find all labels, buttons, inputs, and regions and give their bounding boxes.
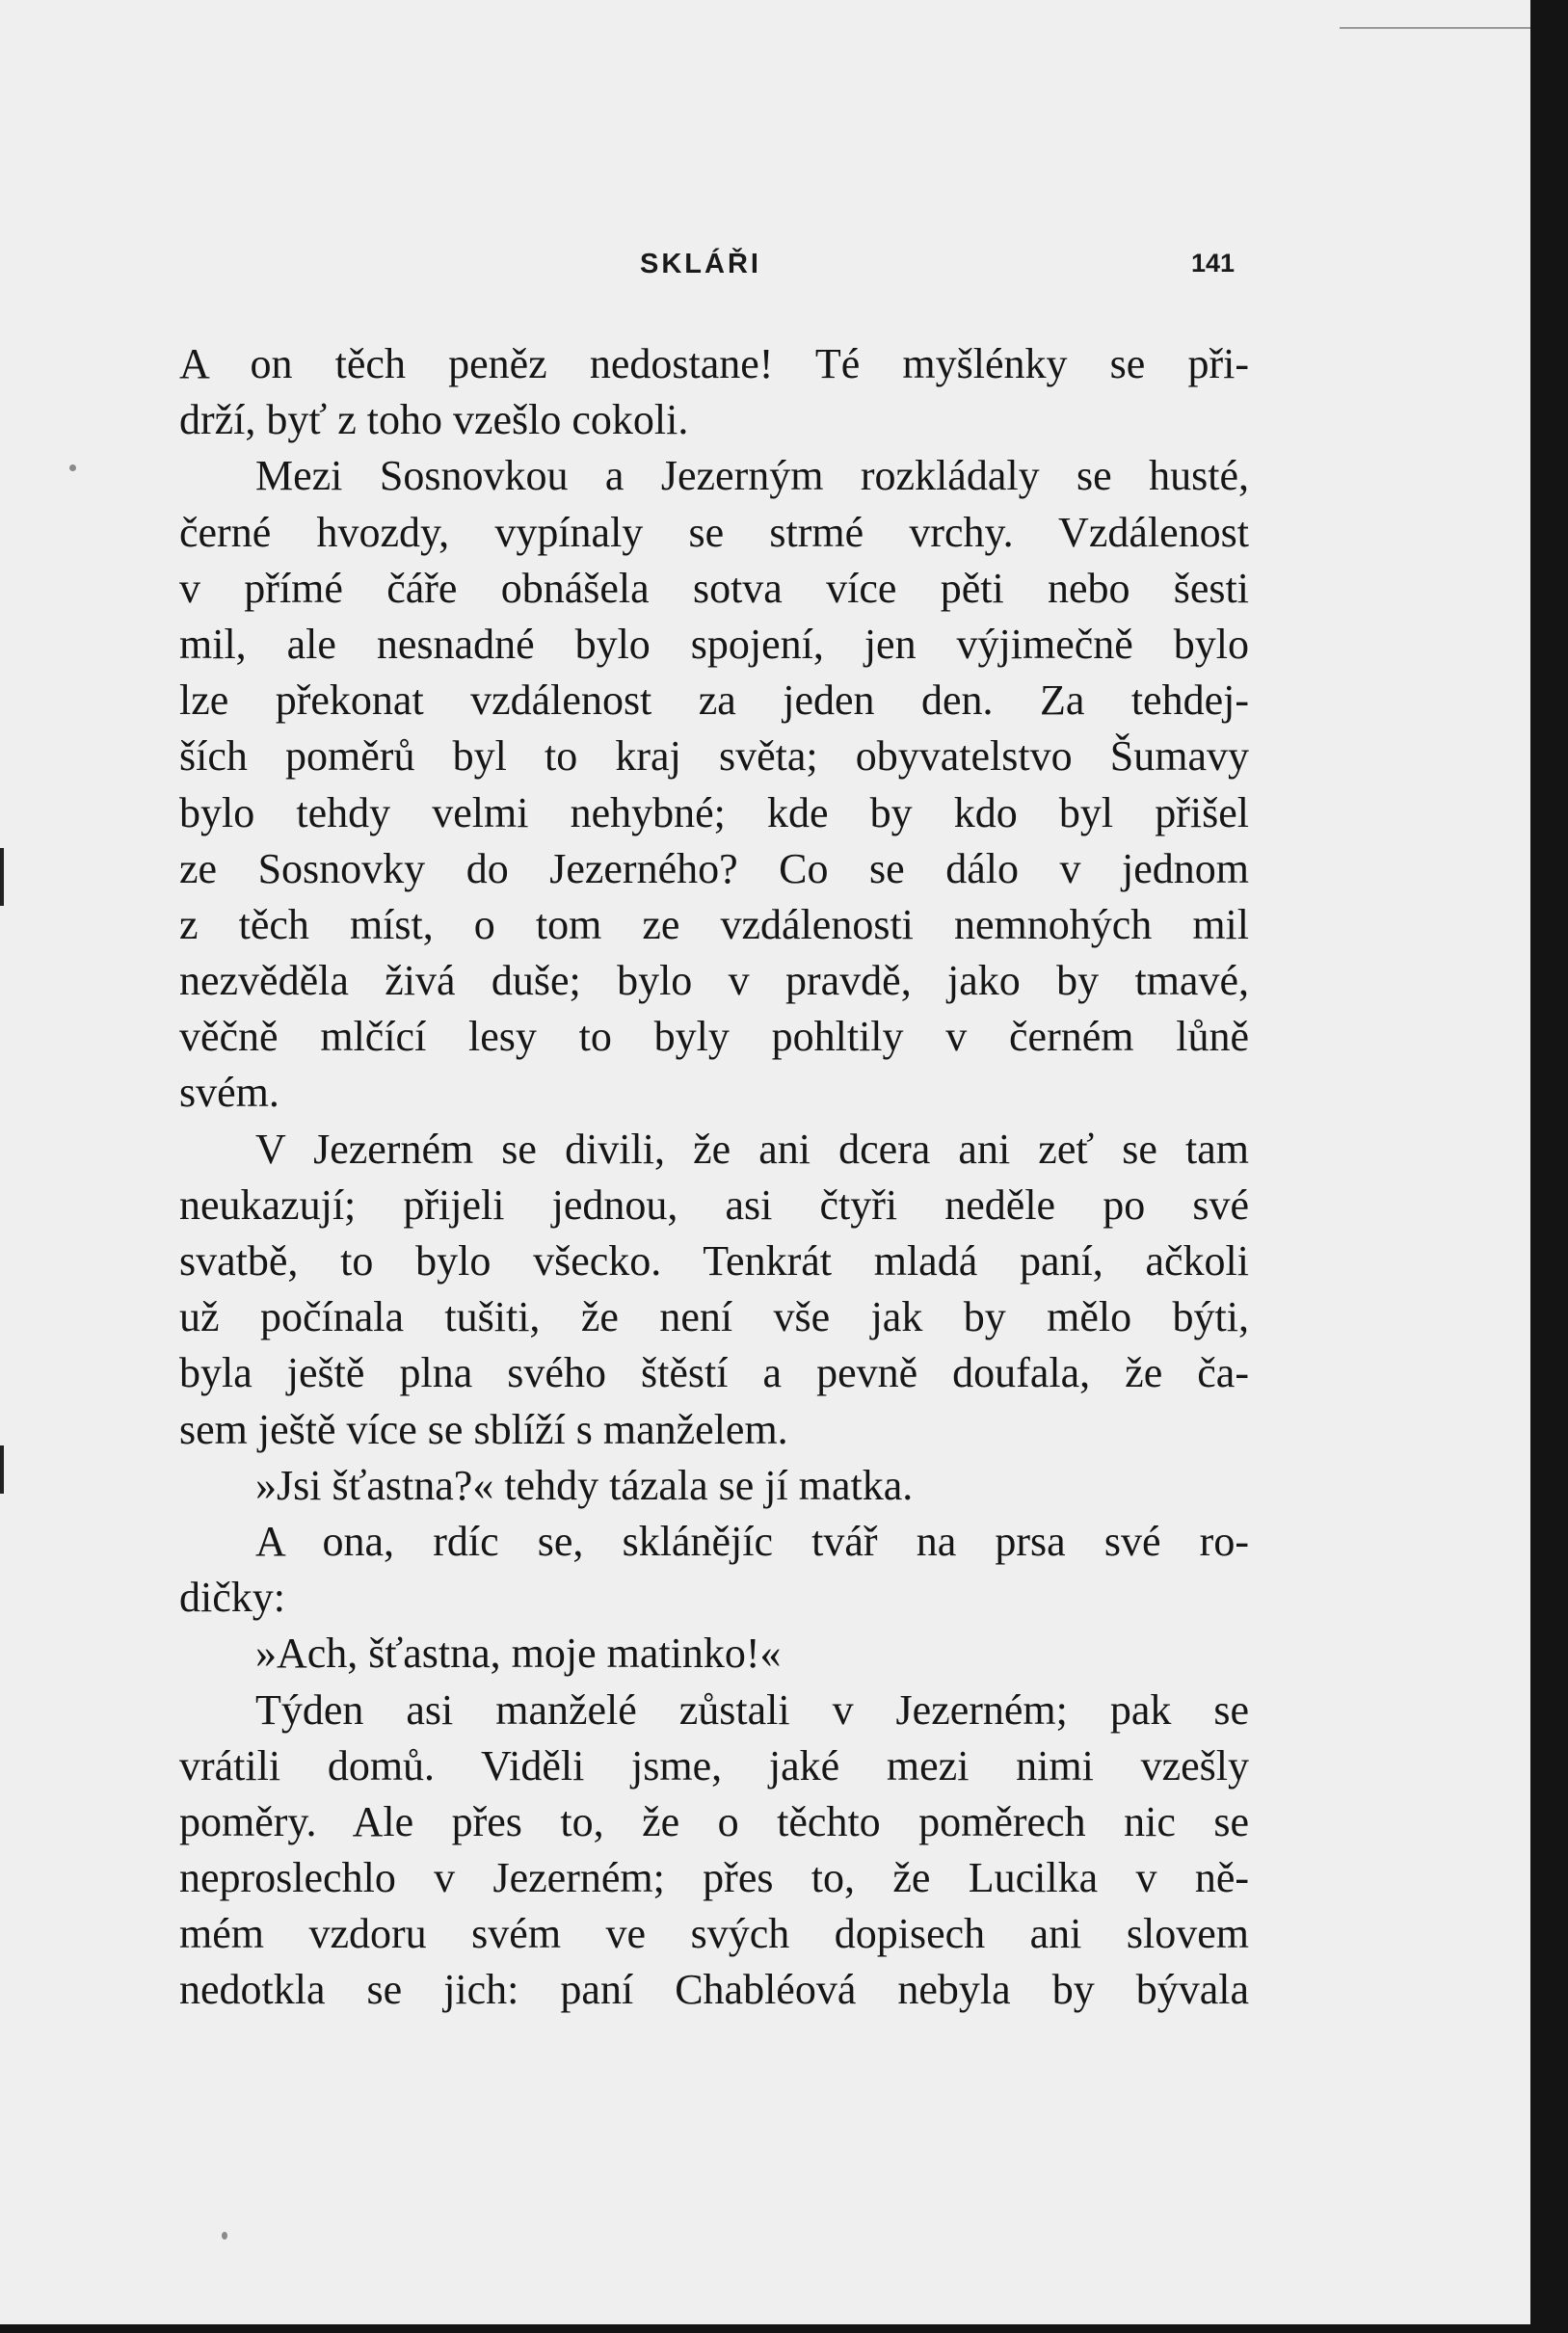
body-text (179, 336, 1249, 2019)
page-number: 141 (1191, 249, 1236, 278)
scan-speck (222, 2232, 227, 2240)
text-line: z těch míst, o tom ze vzdálenosti nemnohých mil (179, 900, 1249, 948)
page-header (0, 249, 1530, 287)
scan-edge-mark (0, 1445, 4, 1494)
text-line: věčně mlčící lesy to byly pohltily v černém lůně (179, 1013, 1249, 1061)
text-line: mil, ale nesnadné bylo spojení, jen výjimečně bylo (179, 620, 1249, 668)
text-line: ze Sosnovky do Jezerného? Co se dálo v jednom (179, 844, 1249, 892)
text-line: Mezi Sosnovkou a Jezerným rozkládaly se husté, (255, 452, 1249, 500)
text-line: V Jezerném se divili, že ani dcera ani zeť se tam (255, 1125, 1249, 1173)
text-line: sem ještě více se sblíží s manželem. (179, 1405, 788, 1453)
text-line: černé hvozdy, vypínaly se strmé vrchy. Vzdálenost (179, 508, 1249, 556)
text-line: mém vzdoru svém ve svých dopisech ani slovem (179, 1910, 1249, 1958)
text-line: byla ještě plna svého štěstí a pevně doufala, že ča- (179, 1349, 1249, 1397)
text-line: svatbě, to bylo všecko. Tenkrát mladá paní, ačkoli (179, 1237, 1249, 1285)
running-title: SKLÁŘI (640, 249, 761, 279)
text-line: neproslechlo v Jezerném; přes to, že Lucilka v ně- (179, 1854, 1249, 1902)
text-line: bylo tehdy velmi nehybné; kde by kdo byl přišel (179, 788, 1249, 836)
text-line: »Ach, šťastna, moje matinko!« (255, 1630, 782, 1678)
scan-speck (69, 464, 76, 471)
text-line: drží, byť z toho vzešlo cokoli. (179, 396, 689, 444)
text-line: v přímé čáře obnášela sotva více pěti nebo šesti (179, 564, 1249, 612)
text-line: A on těch peněz nedostane! Té myšlénky se při- (179, 340, 1249, 387)
text-line: už počínala tušiti, že není vše jak by mělo býti, (179, 1293, 1249, 1341)
text-line: nedotkla se jich: paní Chabléová nebyla by bývala (179, 1966, 1249, 2014)
text-line: »Jsi šťastna?« tehdy tázala se jí matka. (255, 1461, 914, 1509)
text-line: poměry. Ale přes to, že o těchto poměrech nic se (179, 1797, 1249, 1845)
text-line: lze překonat vzdálenost za jeden den. Za tehdej- (179, 676, 1249, 725)
text-line: nezvěděla živá duše; bylo v pravdě, jako by tmavé, (179, 957, 1249, 1005)
text-line: ších poměrů byl to kraj světa; obyvatelstvo Šumavy (179, 732, 1249, 781)
text-line: svém. (179, 1069, 279, 1117)
text-line: Týden asi manželé zůstali v Jezerném; pak se (255, 1685, 1249, 1734)
text-line: dičky: (179, 1574, 285, 1622)
scan-edge-mark (0, 848, 4, 906)
scan-edge-line (1340, 27, 1530, 29)
text-line: vrátili domů. Viděli jsme, jaké mezi nimi vzešly (179, 1741, 1249, 1790)
text-line: neukazují; přijeli jednou, asi čtyři neděle po své (179, 1180, 1249, 1229)
text-line: A ona, rdíc se, sklánějíc tvář na prsa své ro- (255, 1517, 1249, 1565)
